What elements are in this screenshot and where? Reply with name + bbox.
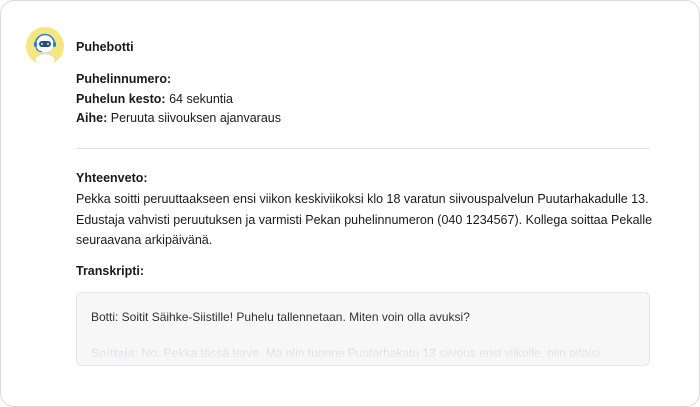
robot-headset-icon	[26, 27, 64, 65]
bot-name: Puhebotti	[76, 40, 134, 54]
transcript-line-bot: Botti: Soitit Säihke-Siistille! Puhelu tallennetaan. Miten voin olla avuksi?	[91, 310, 470, 324]
bot-avatar	[26, 27, 64, 65]
summary-text: Pekka soitti peruuttaakseen ensi viikon keskiviikoksi klo 18 varatun siivouspalvelun Puutarhakadulle 13. Edustaja vahvisti peruutuksen ja varmisti Pekan puhelinnumeron (040 1234567). Kollega soittaa Pekalle seuraavana arkipäivänä.	[76, 192, 653, 247]
duration-value: 64 sekuntia	[169, 91, 234, 106]
subject-value: Peruuta siivouksen ajanvaraus	[110, 111, 281, 125]
duration-label: Puhelun kesto:	[76, 91, 166, 106]
divider	[76, 148, 650, 149]
duration-row	[76, 90, 281, 110]
subject-label: Aihe:	[76, 111, 108, 125]
subject-row	[76, 109, 281, 129]
summary-title: Yhteenveto:	[76, 171, 148, 185]
transcript-box[interactable]	[76, 292, 650, 366]
phone-label: Puhelinnumero:	[76, 72, 172, 86]
transcript-fade-overlay	[77, 329, 649, 365]
transcript-title: Transkripti:	[76, 264, 145, 278]
phone-row	[76, 70, 281, 90]
call-details	[76, 70, 281, 129]
